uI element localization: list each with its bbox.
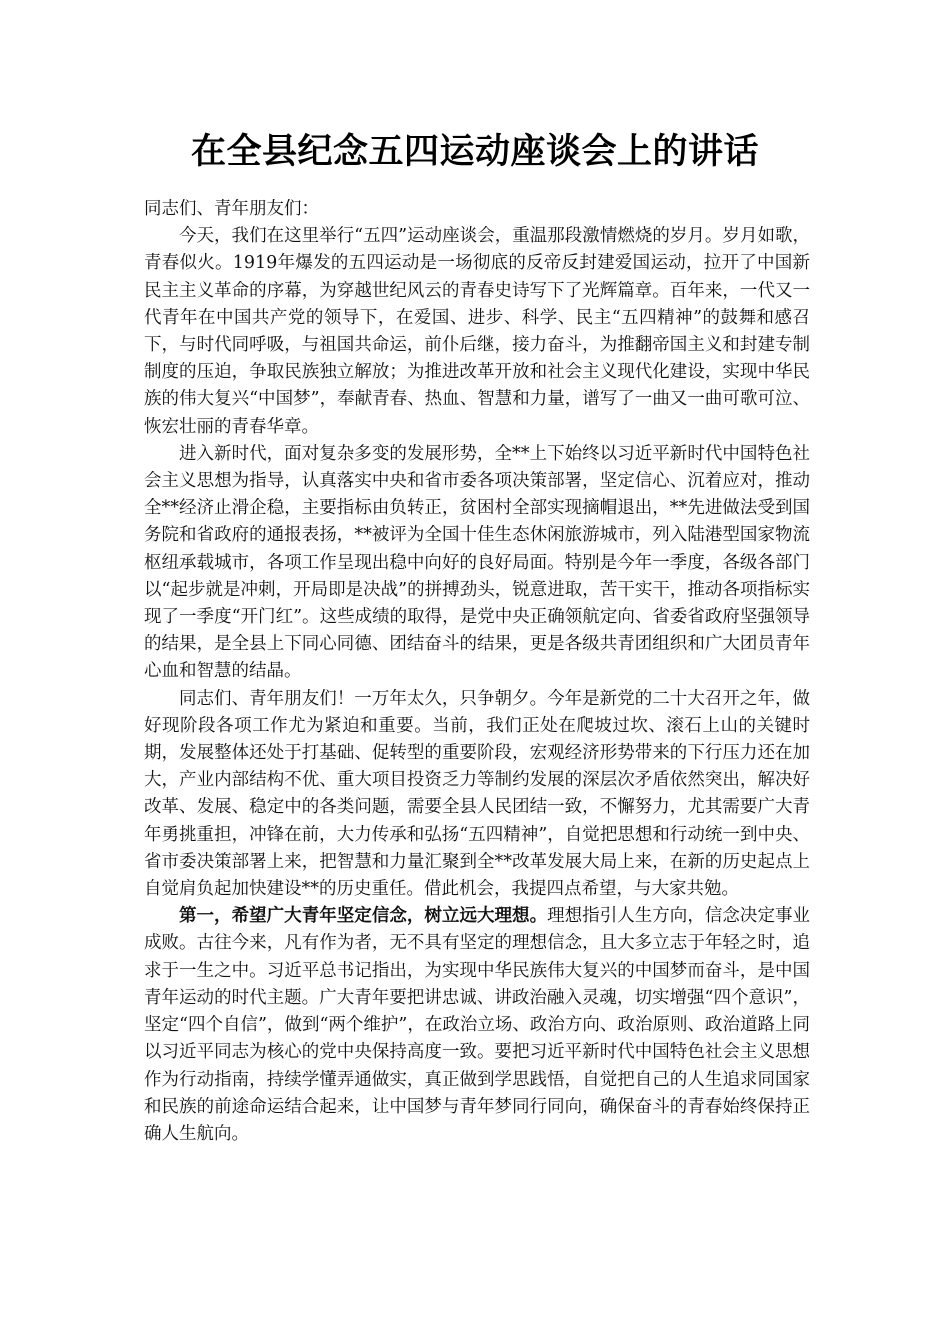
paragraph-1 bbox=[144, 223, 810, 441]
paragraph-text: 今天，我们在这里举行“五四”运动座谈会，重温那段激情燃烧的岁月。岁月如歌，青春似火。1919年爆发的五四运动是一场彻底的反帝反封建爱国运动，拉开了中国新民主主义革命的序幕，为穿越世纪风云的青春史诗写下了光辉篇章。百年来，一代又一代青年在中国共产党的领导下，在爱国、进步、科学、民主“五四精神”的鼓舞和感召下，与时代同呼吸，与祖国共命运，前仆后继，接力奋斗，为推翻帝国主义和封建专制制度的压迫，争取民族独立解放；为推进改革开放和社会主义现代化建设，实现中华民族的伟大复兴“中国梦”，奉献青春、热血、智慧和力量，谱写了一曲又一曲可歌可泣、恢宏壮丽的青春华章。 bbox=[144, 226, 810, 437]
salutation: 同志们、青年朋友们： bbox=[144, 199, 319, 219]
document-title: 在全县纪念五四运动座谈会上的讲话 bbox=[190, 132, 759, 172]
paragraph-text: 进入新时代，面对复杂多变的发展形势，全**上下始终以习近平新时代中国特色社会主义思想为指导，认真落实中央和省市委各项决策部署，坚定信心、沉着应对，推动全**经济止滑企稳，主要指标由负转正，贫困村全部实现摘帽退出，**先进做法受到国务院和省政府的通报表扬，**被评为全国十佳生态休闲旅游城市，列入陆港型国家物流枢纽承载城市，各项工作呈现出稳中向好的良好局面。特别是今年一季度，各级各部门以“起步就是冲刺，开局即是决战”的拼搏劲头，锐意进取，苦干实干，推动各项指标实现了一季度“开门红”。这些成绩的取得，是党中央正确领航定向、省委省政府坚强领导的结果，是全县上下同心同德、团结奋斗的结果，更是各级共青团组织和广大团员青年心血和智慧的结晶。 bbox=[144, 443, 810, 682]
paragraph-text: 理想指引人生方向，信念决定事业成败。古往今来，凡有作为者，无不具有坚定的理想信念，且大多立志于年轻之时，追求于一生之中。习近平总书记指出，为实现中华民族伟大复兴的中国梦而奋斗，是中国青年运动的时代主题。广大青年要把讲忠诚、讲政治融入灵魂，切实增强“四个意识”，坚定“四个自信”，做到“两个维护”，在政治立场、政治方向、政治原则、政治道路上同以习近平同志为核心的党中央保持高度一致。要把习近平新时代中国特色社会主义思想作为行动指南，持续学懂弄通做实，真正做到学思践悟，自觉把自己的人生追求同国家和民族的前途命运结合起来，让中国梦与青年梦同行同向，确保奋斗的青春始终保持正确人生航向。 bbox=[144, 906, 811, 1144]
paragraph-lead: 第一，希望广大青年坚定信念，树立远大理想。 bbox=[179, 906, 548, 927]
paragraph-2 bbox=[144, 441, 810, 686]
document-body bbox=[144, 196, 810, 1148]
paragraph-3 bbox=[144, 686, 810, 904]
paragraph-4 bbox=[144, 903, 810, 1148]
paragraph-text: 同志们、青年朋友们！一万年太久，只争朝夕。今年是新党的二十大召开之年，做好现阶段各项工作尤为紧迫和重要。当前，我们正处在爬坡过坎、滚石上山的关键时期，发展整体还处于打基础、促转型的重要阶段，宏观经济形势带来的下行压力还在加大，产业内部结构不优、重大项目投资乏力等制约发展的深层次矛盾依然突出，解决好改革、发展、稳定中的各类问题，需要全县人民团结一致，不懈努力，尤其需要广大青年勇挑重担，冲锋在前，大力传承和弘扬“五四精神”，自觉把思想和行动统一到中央、省市委决策部署上来，把智慧和力量汇聚到全**改革发展大局上来，在新的历史起点上自觉肩负起加快建设**的历史重任。借此机会，我提四点希望，与大家共勉。 bbox=[144, 688, 810, 900]
